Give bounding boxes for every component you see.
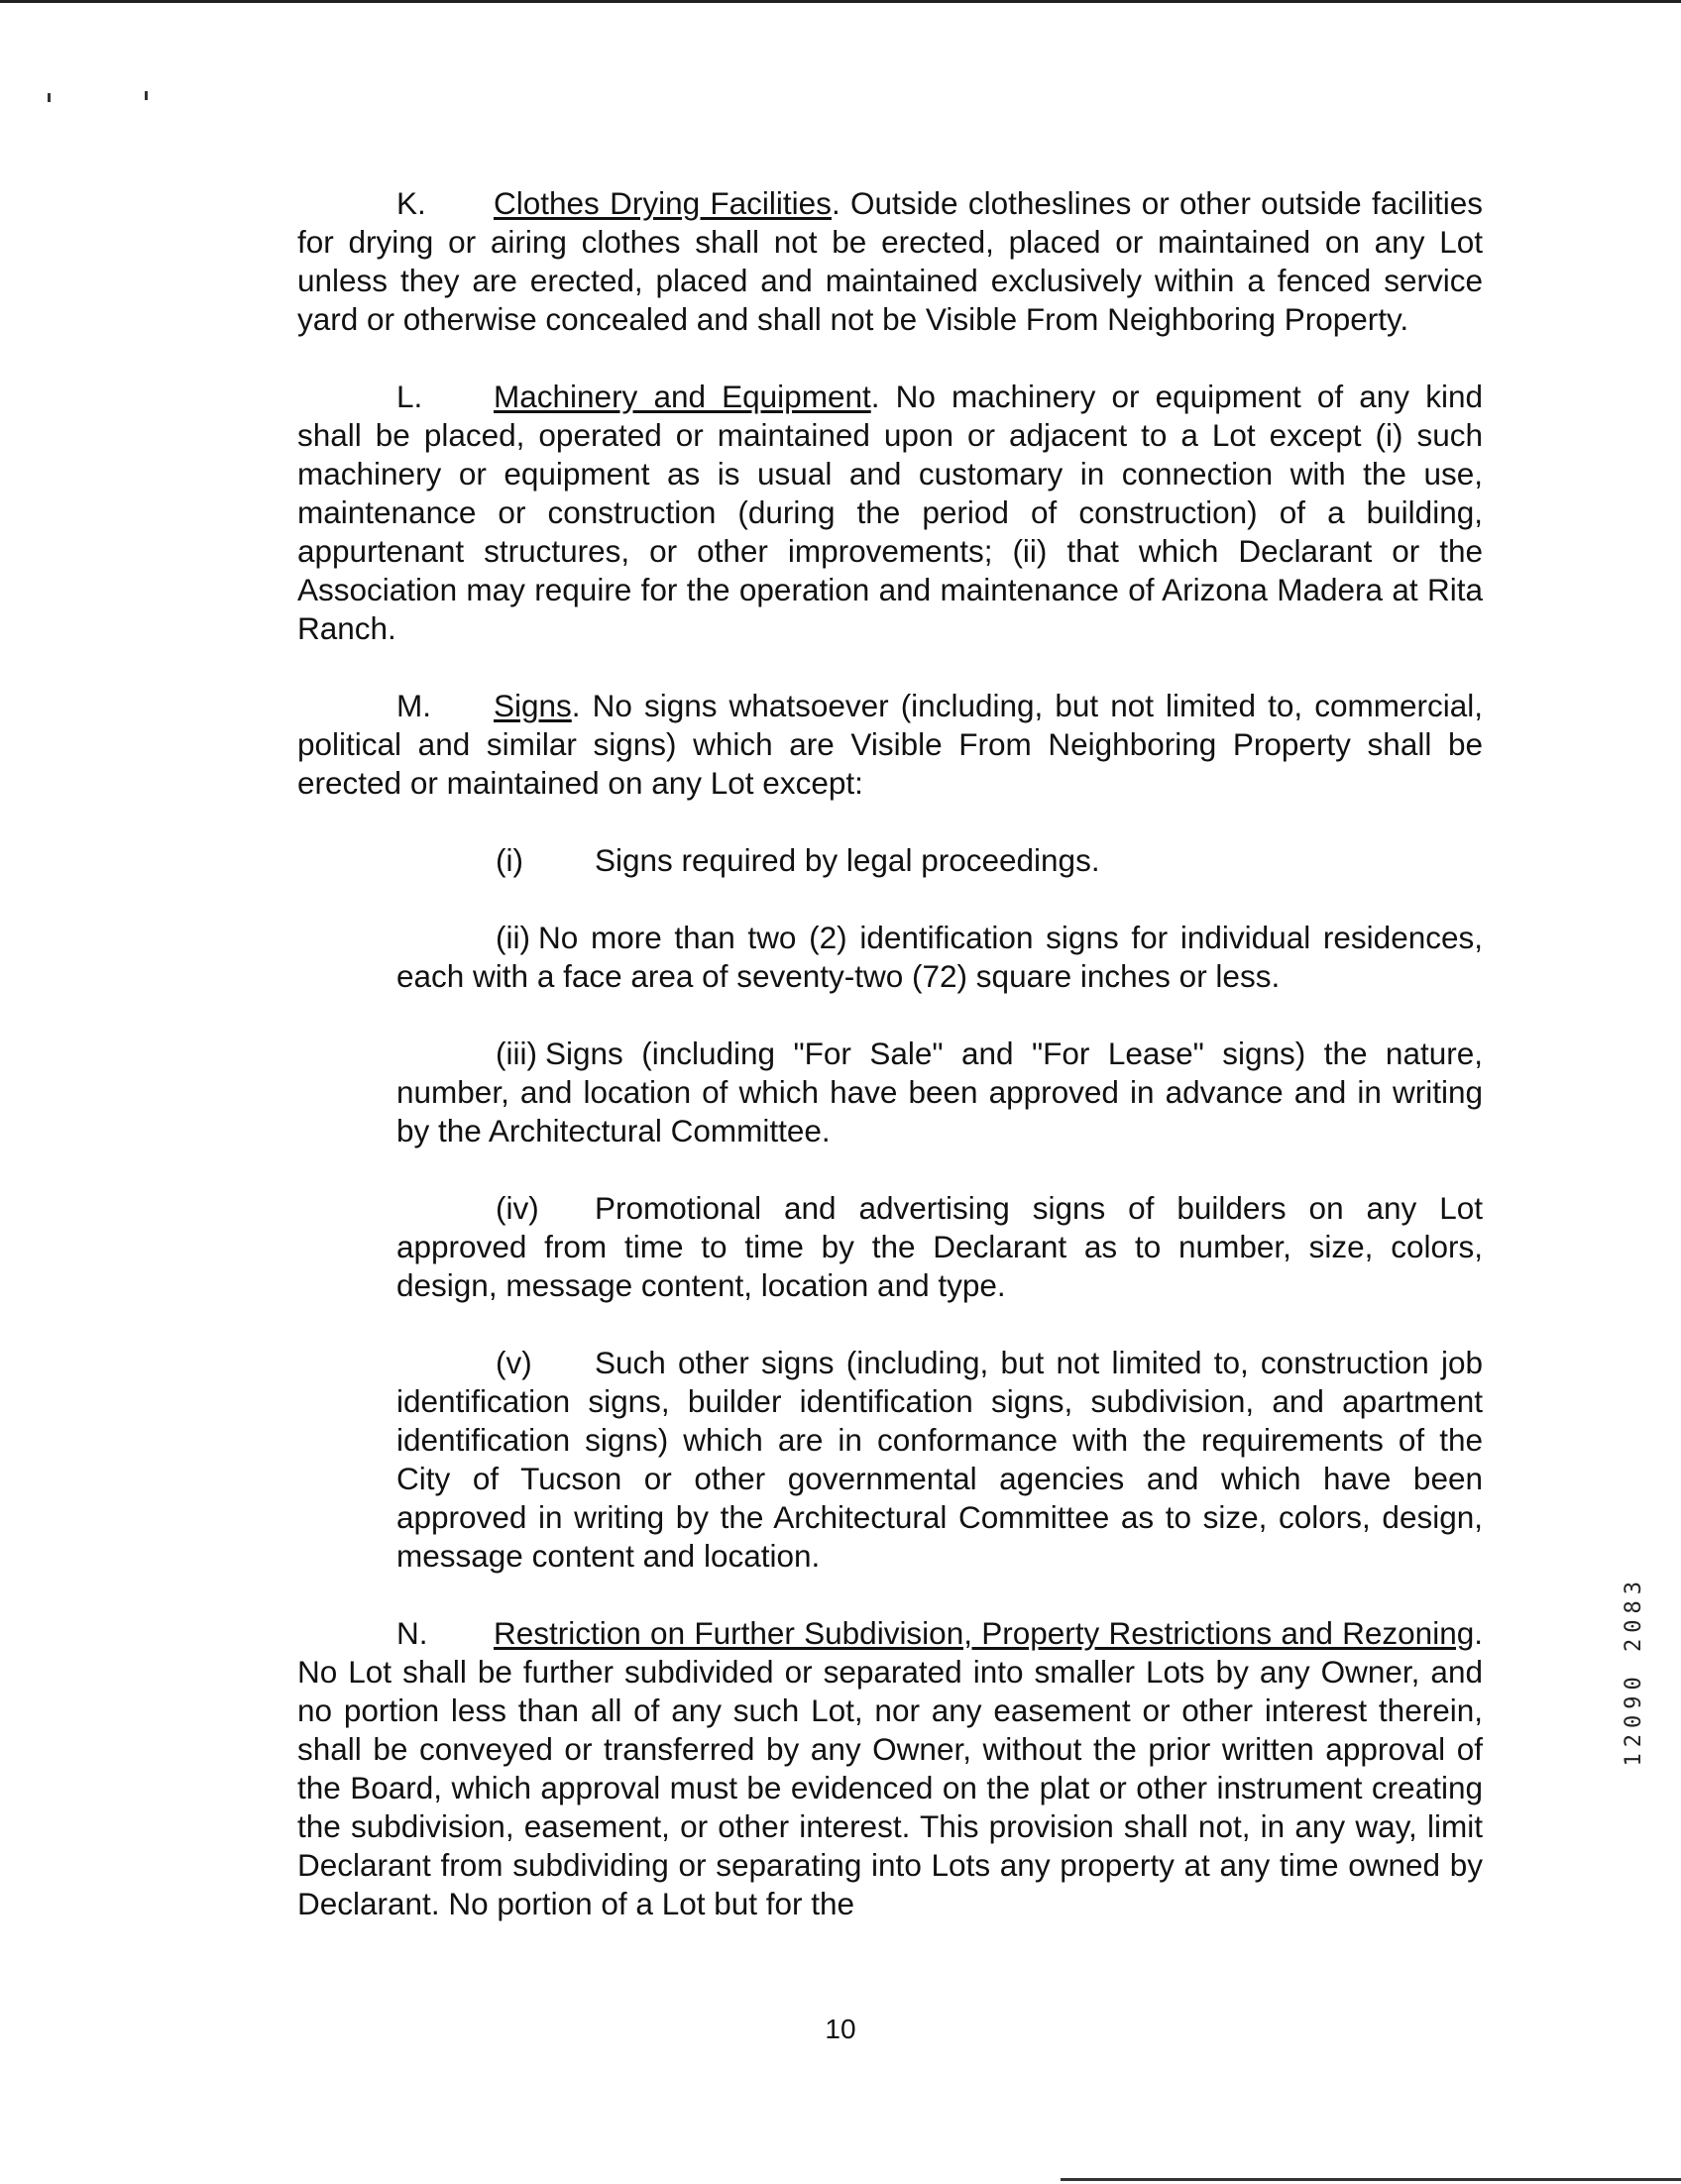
item-text: Signs (including "For Sale" and "For Lease" signs) the nature, number, and location of which have been approved in advance and in writing by the Architectural Committee.	[396, 1036, 1483, 1148]
section-text: . No Lot shall be further subdivided or separated into smaller Lots by any Owner, and no portion less than all of any such Lot, nor any easement or other interest therein, shall be conveyed or transferred by any Owner, without the prior written approval of the Board, which approval must be evidenced on the plat or other instrument creating the subdivision, easement, or other interest. This provision shall not, in any way, limit Declarant from subdividing or separating into Lots any property at any time owned by Declarant. No portion of a Lot but for the	[297, 1615, 1483, 1921]
section-heading: Clothes Drying Facilities	[494, 185, 832, 221]
item-number: (i)	[496, 842, 523, 878]
recording-stamp: 12090 2083	[1622, 1576, 1646, 1767]
section-label: L.	[396, 379, 423, 414]
item-text: Promotional and advertising signs of builders on any Lot approved from time to time by the Declarant as to number, size, colors, design, message content, location and type.	[396, 1190, 1483, 1303]
item-number: (ii)	[496, 920, 530, 955]
section-label: K.	[396, 185, 426, 221]
scan-speck	[145, 91, 148, 100]
item-text: No more than two (2) identification signs for individual residences, each with a face area of seventy-two (72) square inches or less.	[396, 920, 1483, 994]
item-number: (v)	[496, 1345, 532, 1380]
scan-speck	[48, 93, 51, 102]
section-text: . Outside clotheslines or other outside facilities for drying or airing clothes shall not be erected, placed or maintained on any Lot unless they are erected, placed and maintained exclusively within a fenced service yard or otherwise concealed and shall not be Visible From Neighboring Property.	[297, 185, 1483, 337]
section-heading: Signs	[494, 688, 572, 723]
section-heading: Machinery and Equipment	[494, 379, 871, 414]
item-number: (iii)	[496, 1036, 537, 1071]
sign-exception-i	[496, 841, 1483, 880]
document-body	[297, 184, 1483, 1962]
section-text: . No machinery or equipment of any kind shall be placed, operated or maintained upon or adjacent to a Lot except (i) such machinery or equipment as is usual and customary in connection with the use, maintenance or construction (during the period of construction) of a building, appurtenant structures, or other improvements; (ii) that which Declarant or the Association may require for the operation and maintenance of Arizona Madera at Rita Ranch.	[297, 379, 1483, 646]
section-n	[297, 1614, 1483, 1923]
sign-exception-ii	[396, 919, 1483, 996]
page-number: 10	[825, 2014, 856, 2044]
section-heading: Restriction on Further Subdivision, Property Restrictions and Rezoning	[494, 1615, 1475, 1651]
section-m	[297, 687, 1483, 803]
item-number: (iv)	[496, 1190, 539, 1226]
bottom-scan-edge	[1061, 2178, 1681, 2181]
section-label: M.	[396, 688, 431, 723]
top-scan-edge	[0, 0, 1681, 3]
section-text: . No signs whatsoever (including, but not limited to, commercial, political and similar signs) which are Visible From Neighboring Property shall be erected or maintained on any Lot except:	[297, 688, 1483, 801]
sign-exception-v	[396, 1344, 1483, 1576]
item-text: Signs required by legal proceedings.	[595, 842, 1100, 878]
item-text: Such other signs (including, but not limited to, construction job identification signs, builder identification signs, subdivision, and apartment identification signs) which are in conformance with the requirements of the City of Tucson or other governmental agencies and which have been approved in writing by the Architectural Committee as to size, colors, design, message content and location.	[396, 1345, 1483, 1574]
section-label: N.	[396, 1615, 428, 1651]
sign-exception-iv	[396, 1189, 1483, 1305]
section-k	[297, 184, 1483, 339]
section-l	[297, 378, 1483, 648]
sign-exception-iii	[396, 1035, 1483, 1150]
